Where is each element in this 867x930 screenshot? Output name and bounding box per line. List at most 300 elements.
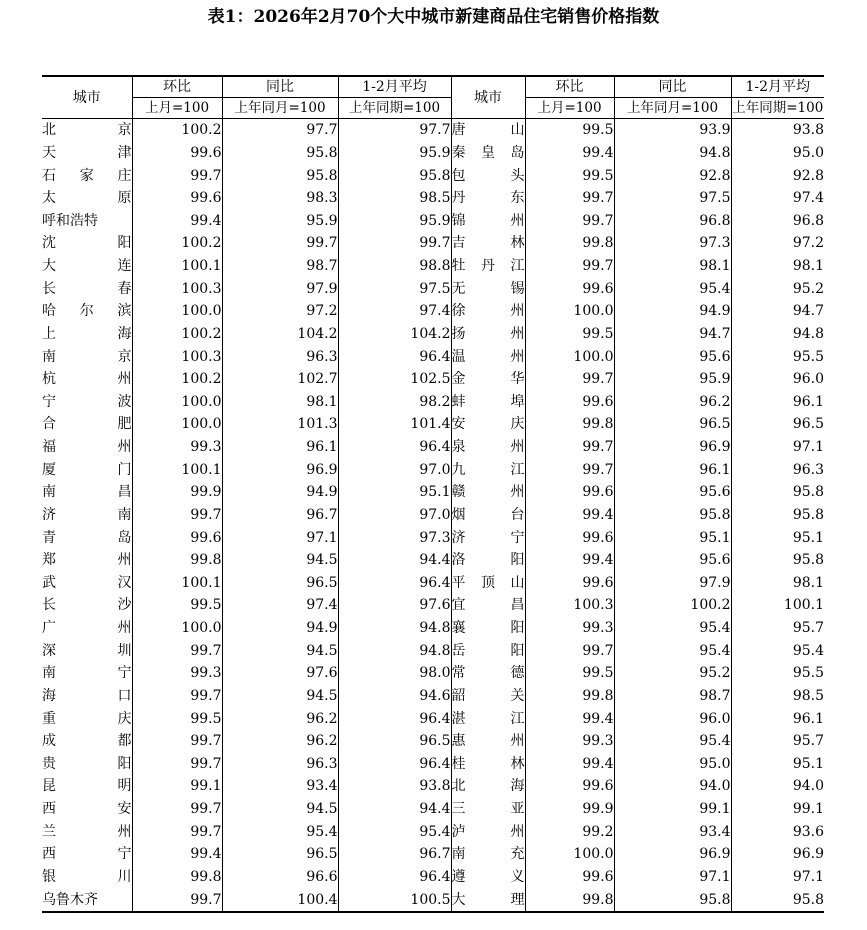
avg-value: 98.5 [731,685,824,708]
yoy-value: 100.4 [222,888,338,912]
mom-value: 99.4 [525,753,614,776]
mom-value: 99.8 [132,549,222,572]
avg-value: 98.8 [338,255,451,278]
mom-value: 100.1 [132,458,222,481]
avg-value: 93.8 [731,119,824,142]
price-index-table [42,75,824,913]
avg-value: 95.4 [338,820,451,843]
avg-value: 98.0 [338,662,451,685]
city-name: 三亚 [451,798,525,821]
avg-value: 93.6 [731,820,824,843]
table-row [42,775,824,798]
yoy-value: 96.6 [222,866,338,889]
avg-value: 96.5 [731,413,824,436]
avg-value: 94.8 [338,639,451,662]
yoy-value: 97.9 [614,572,731,595]
city-name: 徐州 [451,300,525,323]
table-row [42,504,824,527]
avg-value: 100.1 [731,594,824,617]
table-row [42,142,824,165]
mom-value: 99.5 [132,594,222,617]
mom-value: 99.4 [132,210,222,233]
yoy-value: 95.4 [614,617,731,640]
table-row [42,300,824,323]
city-name: 成都 [42,733,132,750]
city-name: 哈尔滨 [42,303,132,320]
avg-value: 97.0 [338,504,451,527]
avg-value: 95.1 [731,753,824,776]
mom-value: 99.2 [525,820,614,843]
avg-value: 94.6 [338,685,451,708]
yoy-value: 94.9 [614,300,731,323]
yoy-value: 96.2 [614,391,731,414]
avg-header-left: 1-2月平均 [338,76,451,98]
yoy-value: 93.4 [614,820,731,843]
mom-value: 99.7 [132,685,222,708]
city-name: 赣州 [451,481,525,504]
table-row [42,481,824,504]
yoy-value: 98.1 [614,255,731,278]
table-row [42,232,824,255]
yoy-value: 96.9 [614,843,731,866]
table-row [42,526,824,549]
city-name: 呼和浩特 [42,212,98,229]
yoy-value: 99.1 [614,798,731,821]
mom-value: 100.0 [132,391,222,414]
yoy-value: 97.1 [614,866,731,889]
city-name: 平顶山 [451,572,525,595]
city-header-right: 城市 [451,76,525,119]
avg-base-left: 上年同期=100 [338,98,451,119]
city-name: 蚌埠 [451,391,525,414]
yoy-value: 97.3 [614,232,731,255]
mom-header-left: 环比 [132,76,222,98]
avg-value: 96.1 [731,707,824,730]
avg-value: 96.7 [338,843,451,866]
yoy-value: 96.2 [222,730,338,753]
table-row [42,323,824,346]
avg-value: 95.4 [731,639,824,662]
yoy-value: 95.6 [614,549,731,572]
city-name: 南京 [42,348,132,365]
mom-value: 100.2 [132,119,222,142]
mom-value: 100.1 [132,255,222,278]
avg-value: 97.4 [338,300,451,323]
table-row [42,549,824,572]
city-name: 南充 [451,843,525,866]
mom-value: 99.3 [525,617,614,640]
yoy-value: 97.5 [614,187,731,210]
mom-value: 99.3 [525,730,614,753]
city-name: 郑州 [42,552,132,569]
yoy-value: 99.7 [222,232,338,255]
yoy-value: 97.4 [222,594,338,617]
avg-value: 98.1 [731,572,824,595]
avg-value: 95.7 [731,730,824,753]
mom-value: 99.3 [132,436,222,459]
city-name: 厦门 [42,461,132,478]
mom-value: 99.4 [525,707,614,730]
yoy-value: 95.4 [222,820,338,843]
yoy-value: 97.2 [222,300,338,323]
city-name: 长沙 [42,597,132,614]
avg-base-right: 上年同期=100 [731,98,824,119]
mom-value: 100.3 [132,277,222,300]
city-name: 宜昌 [451,594,525,617]
yoy-value: 96.5 [222,572,338,595]
mom-value: 99.5 [525,323,614,346]
mom-value: 99.5 [525,662,614,685]
mom-value: 99.7 [132,798,222,821]
yoy-value: 96.0 [614,707,731,730]
table-row [42,572,824,595]
yoy-value: 95.6 [614,481,731,504]
table-row [42,210,824,233]
city-name: 杭州 [42,371,132,388]
city-name: 西安 [42,801,132,818]
avg-value: 99.1 [731,798,824,821]
yoy-value: 94.5 [222,798,338,821]
city-name: 济南 [42,506,132,523]
city-name: 南宁 [42,665,132,682]
city-name: 大连 [42,258,132,275]
table-row [42,187,824,210]
avg-value: 97.3 [338,526,451,549]
table-row [42,639,824,662]
yoy-value: 98.3 [222,187,338,210]
city-name: 海口 [42,687,132,704]
yoy-value: 98.7 [614,685,731,708]
avg-value: 96.4 [338,707,451,730]
yoy-value: 95.8 [222,164,338,187]
mom-value: 100.0 [525,300,614,323]
city-name: 兰州 [42,823,132,840]
mom-value: 99.7 [132,888,222,912]
yoy-value: 93.4 [222,775,338,798]
avg-value: 102.5 [338,368,451,391]
mom-value: 100.0 [132,617,222,640]
avg-value: 95.5 [731,662,824,685]
mom-value: 100.3 [525,594,614,617]
yoy-value: 95.8 [222,142,338,165]
mom-value: 99.8 [525,685,614,708]
city-name: 温州 [451,345,525,368]
table-row [42,594,824,617]
city-name: 福州 [42,439,132,456]
mom-value: 99.6 [525,572,614,595]
table-row [42,119,824,142]
mom-value: 99.4 [525,549,614,572]
yoy-value: 94.5 [222,685,338,708]
avg-value: 93.8 [338,775,451,798]
city-name: 锦州 [451,210,525,233]
table-row [42,866,824,889]
city-name: 吉林 [451,232,525,255]
avg-value: 98.2 [338,391,451,414]
city-name: 银川 [42,868,132,885]
avg-value: 96.8 [731,210,824,233]
table-row [42,413,824,436]
yoy-header-left: 同比 [222,76,338,98]
yoy-value: 95.4 [614,639,731,662]
avg-value: 94.4 [338,798,451,821]
yoy-value: 96.7 [222,504,338,527]
yoy-value: 101.3 [222,413,338,436]
avg-value: 95.0 [731,142,824,165]
avg-value: 95.2 [731,277,824,300]
table-row [42,707,824,730]
yoy-value: 97.9 [222,277,338,300]
yoy-value: 98.7 [222,255,338,278]
yoy-value: 95.9 [614,368,731,391]
yoy-value: 95.2 [614,662,731,685]
table-row [42,888,824,912]
city-name: 北海 [451,775,525,798]
avg-value: 98.5 [338,187,451,210]
city-header-left: 城市 [42,76,132,119]
avg-value: 96.4 [338,866,451,889]
yoy-header-right: 同比 [614,76,731,98]
mom-value: 99.6 [525,481,614,504]
table-row [42,798,824,821]
mom-value: 100.3 [132,345,222,368]
yoy-value: 96.3 [222,753,338,776]
avg-value: 95.9 [338,210,451,233]
header-row-top [42,76,824,98]
yoy-value: 95.4 [614,730,731,753]
yoy-value: 97.6 [222,662,338,685]
avg-value: 97.4 [731,187,824,210]
avg-value: 97.1 [731,436,824,459]
mom-value: 99.7 [525,368,614,391]
city-name: 遵义 [451,866,525,889]
mom-value: 99.8 [525,232,614,255]
table-row [42,345,824,368]
avg-value: 97.6 [338,594,451,617]
avg-value: 95.8 [338,164,451,187]
yoy-base-right: 上年同月=100 [614,98,731,119]
header-row-base [42,98,824,119]
avg-value: 97.5 [338,277,451,300]
table-row [42,730,824,753]
avg-value: 96.5 [338,730,451,753]
mom-value: 99.7 [525,255,614,278]
table-row [42,164,824,187]
table-row [42,662,824,685]
mom-value: 99.8 [525,413,614,436]
yoy-value: 102.7 [222,368,338,391]
city-name: 济宁 [451,526,525,549]
yoy-value: 96.2 [222,707,338,730]
mom-value: 99.3 [132,662,222,685]
city-name: 沈阳 [42,235,132,252]
mom-value: 99.9 [132,481,222,504]
avg-value: 97.0 [338,458,451,481]
yoy-base-left: 上年同月=100 [222,98,338,119]
yoy-value: 95.8 [614,504,731,527]
city-name: 包头 [451,164,525,187]
mom-value: 99.4 [525,504,614,527]
yoy-value: 92.8 [614,164,731,187]
yoy-value: 96.9 [222,458,338,481]
avg-value: 92.8 [731,164,824,187]
city-name: 武汉 [42,574,132,591]
avg-value: 95.5 [731,345,824,368]
avg-value: 95.8 [731,504,824,527]
avg-value: 96.4 [338,345,451,368]
avg-value: 96.4 [338,753,451,776]
yoy-value: 95.4 [614,277,731,300]
mom-value: 99.6 [525,391,614,414]
yoy-value: 96.8 [614,210,731,233]
mom-value: 99.7 [525,639,614,662]
yoy-value: 94.7 [614,323,731,346]
avg-value: 94.8 [731,323,824,346]
yoy-value: 97.1 [222,526,338,549]
avg-value: 95.8 [731,481,824,504]
city-name: 宁波 [42,393,132,410]
yoy-value: 98.1 [222,391,338,414]
avg-value: 96.3 [731,458,824,481]
city-name: 青岛 [42,529,132,546]
table-row [42,255,824,278]
yoy-value: 94.9 [222,481,338,504]
table-row [42,277,824,300]
city-name: 重庆 [42,710,132,727]
avg-value: 95.8 [731,549,824,572]
yoy-value: 95.1 [614,526,731,549]
city-name: 洛阳 [451,549,525,572]
mom-value: 99.7 [132,639,222,662]
avg-value: 95.7 [731,617,824,640]
city-name: 北京 [42,122,132,139]
yoy-value: 97.7 [222,119,338,142]
city-name: 九江 [451,458,525,481]
yoy-value: 104.2 [222,323,338,346]
city-name: 韶关 [451,685,525,708]
mom-value: 99.5 [525,119,614,142]
table-row [42,436,824,459]
city-name: 湛江 [451,707,525,730]
table-row [42,753,824,776]
city-name: 西宁 [42,846,132,863]
avg-value: 95.1 [731,526,824,549]
city-name: 泸州 [451,820,525,843]
mom-value: 99.9 [525,798,614,821]
city-name: 乌鲁木齐 [42,888,132,912]
table-row [42,458,824,481]
mom-value: 100.2 [132,323,222,346]
city-name: 扬州 [451,323,525,346]
mom-value: 99.6 [525,277,614,300]
city-name: 南昌 [42,484,132,501]
city-name: 大理 [451,888,525,912]
avg-value: 95.8 [731,888,824,912]
yoy-value: 95.0 [614,753,731,776]
mom-value: 99.7 [132,820,222,843]
mom-value: 99.7 [525,187,614,210]
avg-value: 95.1 [338,481,451,504]
table-body [42,119,824,912]
avg-value: 101.4 [338,413,451,436]
city-name: 桂林 [451,753,525,776]
table-row [42,368,824,391]
city-name: 太原 [42,190,132,207]
yoy-value: 96.5 [222,843,338,866]
mom-value: 100.2 [132,368,222,391]
yoy-value: 94.5 [222,549,338,572]
city-name: 广州 [42,620,132,637]
city-name: 安庆 [451,413,525,436]
yoy-value: 96.5 [614,413,731,436]
table-row [42,820,824,843]
mom-value: 100.0 [132,413,222,436]
yoy-value: 94.8 [614,142,731,165]
avg-value: 94.0 [731,775,824,798]
city-name: 无锡 [451,277,525,300]
city-name: 石家庄 [42,167,132,184]
mom-value: 100.1 [132,572,222,595]
mom-value: 99.7 [132,504,222,527]
mom-value: 99.1 [132,775,222,798]
city-name: 昆明 [42,778,132,795]
city-name: 丹东 [451,187,525,210]
mom-base-left: 上月=100 [132,98,222,119]
table-row [42,617,824,640]
mom-value: 99.6 [132,142,222,165]
mom-base-right: 上月=100 [525,98,614,119]
avg-value: 96.4 [338,572,451,595]
mom-value: 99.6 [525,775,614,798]
yoy-value: 94.0 [614,775,731,798]
table-row [42,391,824,414]
table-title: 表1：2026年2月70个大中城市新建商品住宅销售价格指数 [207,7,660,27]
city-name: 上海 [42,325,132,342]
avg-value: 96.1 [731,391,824,414]
mom-value: 99.4 [132,843,222,866]
avg-value: 94.8 [338,617,451,640]
mom-value: 99.6 [132,526,222,549]
table-row [42,685,824,708]
avg-value: 94.4 [338,549,451,572]
mom-value: 100.0 [525,843,614,866]
yoy-value: 93.9 [614,119,731,142]
yoy-value: 96.9 [614,436,731,459]
avg-value: 96.9 [731,843,824,866]
avg-value: 96.0 [731,368,824,391]
avg-value: 100.5 [338,888,451,912]
mom-value: 99.5 [132,707,222,730]
city-name: 烟台 [451,504,525,527]
mom-value: 99.5 [525,164,614,187]
city-name: 岳阳 [451,639,525,662]
mom-value: 99.4 [525,142,614,165]
mom-value: 99.7 [132,753,222,776]
avg-value: 94.7 [731,300,824,323]
mom-value: 99.7 [132,164,222,187]
city-name: 惠州 [451,730,525,753]
mom-value: 99.7 [525,458,614,481]
city-name: 牡丹江 [451,255,525,278]
avg-value: 97.2 [731,232,824,255]
mom-value: 99.6 [525,526,614,549]
city-name: 金华 [451,368,525,391]
mom-value: 99.7 [132,730,222,753]
yoy-value: 94.9 [222,617,338,640]
mom-header-right: 环比 [525,76,614,98]
city-name: 秦皇岛 [451,142,525,165]
yoy-value: 96.1 [614,458,731,481]
